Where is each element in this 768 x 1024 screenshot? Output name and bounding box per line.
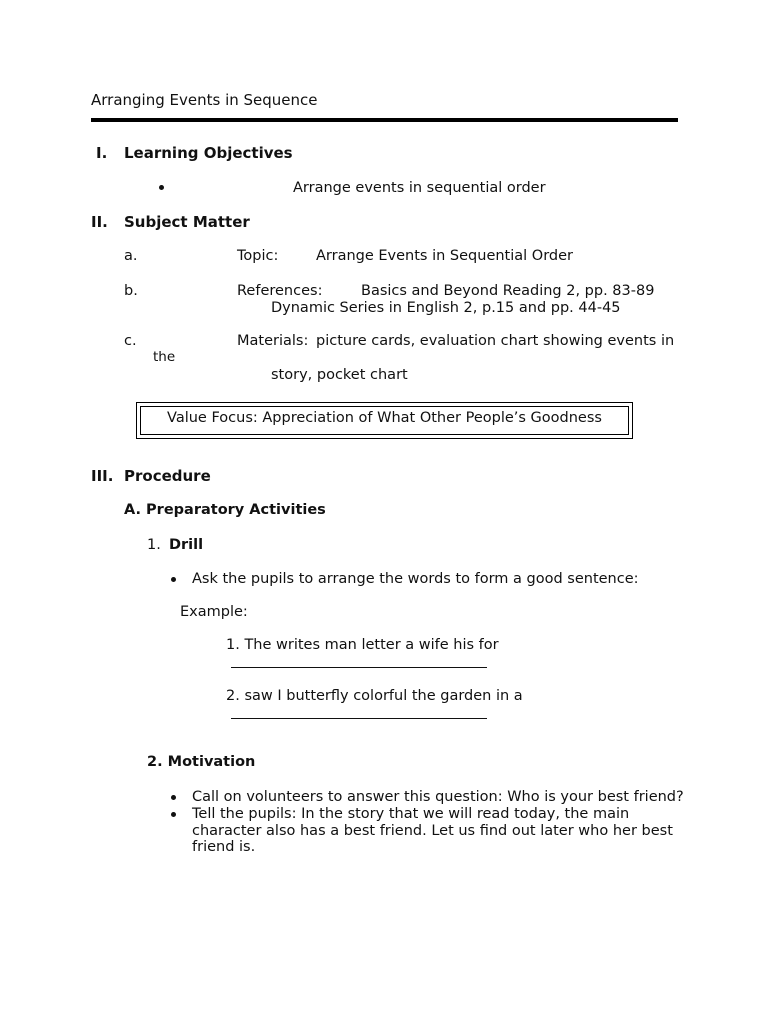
section-numeral-3: III. <box>91 467 114 485</box>
bullet-icon <box>171 577 176 582</box>
topic-label: Topic: <box>237 248 279 264</box>
bullet-icon <box>159 185 164 190</box>
references-text-1: Basics and Beyond Reading 2, pp. 83-89 <box>361 283 655 299</box>
page-title: Arranging Events in Sequence <box>91 91 318 109</box>
item-marker-c: c. <box>124 333 137 349</box>
materials-text-1: picture cards, evaluation chart showing events in <box>316 333 675 349</box>
answer-blank-1 <box>231 667 487 668</box>
bullet-icon <box>171 812 176 817</box>
references-text-2: Dynamic Series in English 2, p.15 and pp. 44-45 <box>271 300 621 316</box>
value-focus-box <box>136 402 633 439</box>
drill-heading: Drill <box>169 537 204 553</box>
subsection-preparatory: A. Preparatory Activities <box>124 502 326 518</box>
title-rule <box>91 118 678 122</box>
example-label: Example: <box>180 604 248 620</box>
drill-instruction: Ask the pupils to arrange the words to form a good sentence: <box>192 571 639 587</box>
materials-wrap: the <box>153 349 176 365</box>
materials-label: Materials: <box>237 333 309 349</box>
drill-example-1: 1. The writes man letter a wife his for <box>226 637 499 653</box>
section-heading-subject-matter: Subject Matter <box>124 213 250 231</box>
item-marker-b: b. <box>124 283 138 299</box>
topic-text: Arrange Events in Sequential Order <box>316 248 573 264</box>
motivation-heading: 2. Motivation <box>147 754 256 770</box>
bullet-icon <box>171 795 176 800</box>
item-marker-a: a. <box>124 248 138 264</box>
drill-example-2: 2. saw I butterfly colorful the garden in a <box>226 688 523 704</box>
motivation-bullet-1: Call on volunteers to answer this question: Who is your best friend? <box>192 789 684 805</box>
motivation-bullet-2-line-3: friend is. <box>192 839 256 855</box>
motivation-bullet-2-line-2: character also has a best friend. Let us find out later who her best <box>192 823 673 839</box>
motivation-bullet-2-line-1: Tell the pupils: In the story that we will read today, the main <box>192 806 630 822</box>
drill-marker: 1. <box>147 537 161 553</box>
section-numeral-1: I. <box>96 144 108 162</box>
value-focus-text: Value Focus: Appreciation of What Other People’s Goodness <box>167 410 602 426</box>
materials-text-2: story, pocket chart <box>271 367 408 383</box>
objective-item: Arrange events in sequential order <box>293 180 546 196</box>
answer-blank-2 <box>231 718 487 719</box>
references-label: References: <box>237 283 323 299</box>
section-heading-objectives: Learning Objectives <box>124 144 293 162</box>
section-heading-procedure: Procedure <box>124 467 211 485</box>
section-numeral-2: II. <box>91 213 108 231</box>
